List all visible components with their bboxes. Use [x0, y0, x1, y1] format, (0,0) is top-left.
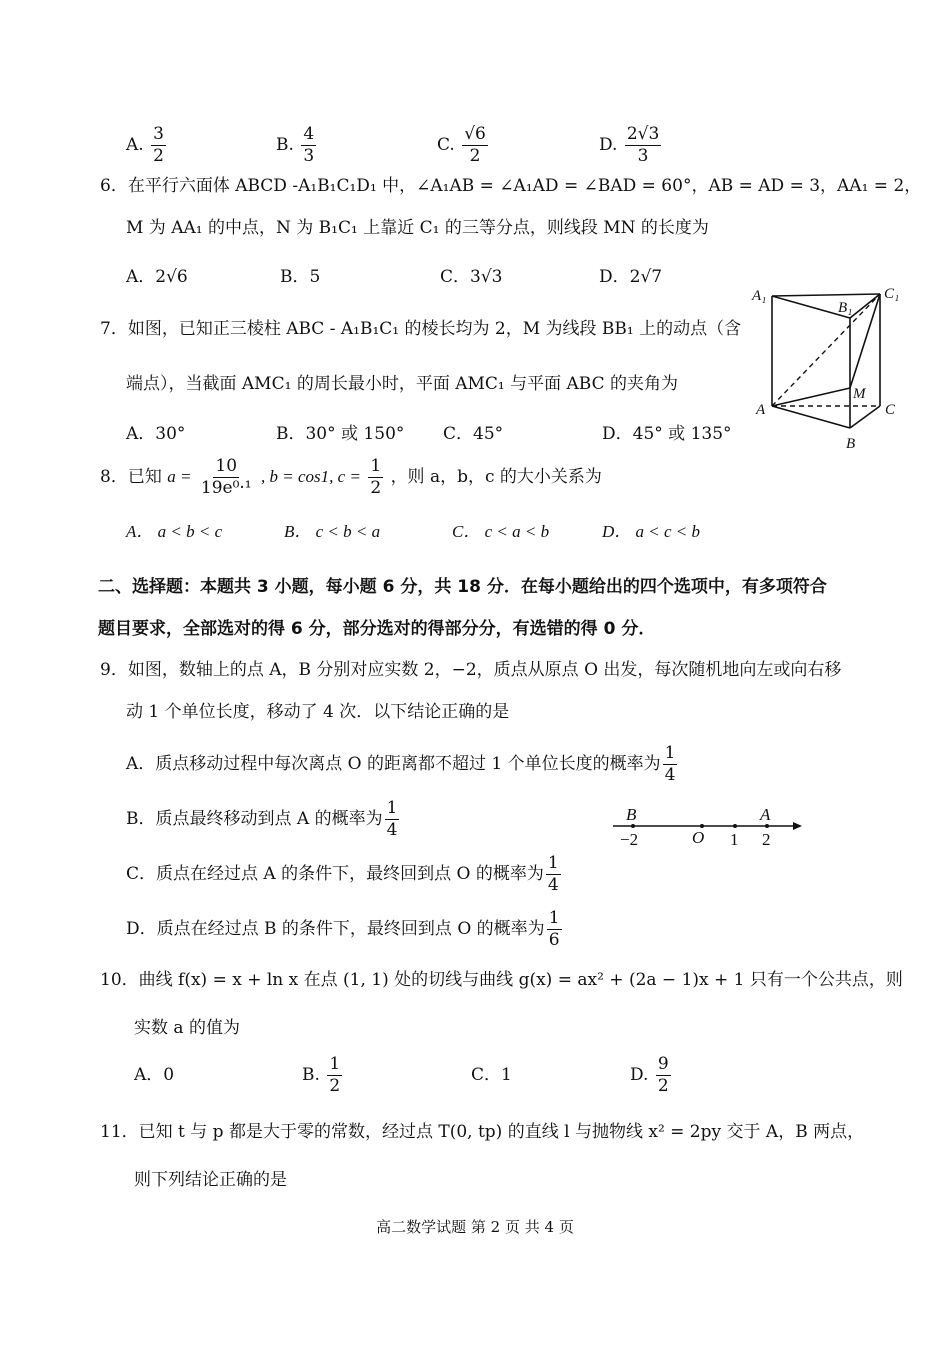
- q5-c-numerator: √6: [464, 124, 486, 144]
- edge-a1-c1: [772, 294, 880, 296]
- q8-option-d: D． a < c < b: [602, 522, 701, 541]
- q9-line1: 9．如图，数轴上的点 A，B 分别对应实数 2，−2，质点从原点 O 出发，每次随机地向左或向右移: [100, 660, 842, 680]
- label-c1: C₁: [884, 286, 900, 302]
- q8-a-denominator: 19e⁰·¹: [200, 478, 252, 498]
- q8-option-c: C． c < a < b: [452, 522, 550, 541]
- q5-a-denominator: 2: [153, 146, 164, 166]
- q9-option-d: D．质点在经过点 B 的条件下，最终回到点 O 的概率为 $\frac{1}{6}$: [126, 908, 560, 950]
- prism-figure: [750, 282, 910, 452]
- q10-line2: 实数 a 的值为: [134, 1018, 240, 1038]
- q7-option-c: C．45°: [443, 424, 504, 444]
- label-point-b: B: [626, 805, 637, 824]
- q7-line1: 7．如图，已知正三棱柱 ABC - A₁B₁C₁ 的棱长均为 2，M 为线段 BB₁ 上的动点（含: [100, 319, 742, 339]
- q9-option-a: A．质点移动过程中每次离点 O 的距离都不超过 1 个单位长度的概率为 $\frac{1}{4}$: [126, 743, 676, 785]
- label-c: C: [885, 402, 896, 418]
- q10-option-d: D. $\frac{9}{2}$: [630, 1054, 669, 1096]
- point-1: [733, 824, 737, 828]
- section-m-c1: [850, 294, 880, 388]
- number-line-figure: [605, 800, 810, 855]
- q7-option-a: A．30°: [126, 424, 186, 444]
- q10-option-b: B. $\frac{1}{2}$: [302, 1054, 341, 1096]
- q5-d-numerator: 2√3: [626, 124, 660, 144]
- axis-arrow-icon: [793, 822, 802, 830]
- label-point-a: A: [760, 805, 771, 824]
- q8-c-denominator: 2: [370, 478, 382, 498]
- label-a1: A₁: [752, 288, 767, 304]
- q8-stem: 8．已知 a = $\frac{10}{\text{19e⁰·¹}}$ , b = cos1, c = $\frac{1}{2}$ ，则 a，b，c 的大小关系为: [100, 456, 602, 498]
- section-a-m: [772, 388, 850, 406]
- point-b: [631, 824, 635, 828]
- tick-2: 2: [762, 830, 771, 849]
- q9-line2: 动 1 个单位长度，移动了 4 次．以下结论正确的是: [126, 702, 510, 722]
- label-a: A: [756, 402, 766, 418]
- q8-option-a: A． a < b < c: [126, 522, 223, 541]
- q5-d-denominator: 3: [637, 146, 649, 166]
- q7-line2: 端点），当截面 AMC₁ 的周长最小时，平面 AMC₁ 与平面 ABC 的夹角为: [126, 374, 679, 394]
- q8-a-numerator: 10: [215, 456, 238, 476]
- q6-line1: 6．在平行六面体 ABCD -A₁B₁C₁D₁ 中，∠A₁AB = ∠A₁AD = ∠BAD = 60°，AB = AD = 3，AA₁ = 2，: [100, 176, 922, 196]
- q5-a-numerator: 3: [153, 124, 164, 144]
- q6-option-a: A．2√6: [126, 267, 188, 287]
- edge-b-c: [850, 406, 880, 428]
- label-m: M: [853, 386, 866, 402]
- section2-heading-line1: 二、选择题：本题共 3 小题，每小题 6 分，共 18 分．在每小题给出的四个选项中，有多项符合: [98, 577, 827, 597]
- q5-option-d: D. $\frac{2√3}{3}$: [599, 124, 660, 166]
- q5-b-denominator: 3: [303, 146, 315, 166]
- q5-b-numerator: 4: [303, 124, 315, 144]
- q9-option-b: B．质点最终移动到点 A 的概率为 $\frac{1}{4}$: [126, 798, 398, 840]
- q6-option-b: B．5: [280, 267, 321, 287]
- q9-option-c: C．质点在经过点 A 的条件下，最终回到点 O 的概率为 $\frac{1}{4}$: [126, 853, 559, 895]
- q8-c-numerator: 1: [370, 456, 382, 476]
- label-b: B: [846, 436, 856, 452]
- q6-line2: M 为 AA₁ 的中点，N 为 B₁C₁ 上靠近 C₁ 的三等分点，则线段 MN 的长度为: [126, 218, 709, 238]
- q5-option-c: C. $\frac{√6}{2}$: [437, 124, 486, 166]
- q5-option-a: A. $\frac{3}{2}$: [126, 124, 164, 166]
- q8-option-b: B． c < b < a: [284, 522, 381, 541]
- q6-option-d: D．2√7: [599, 267, 663, 287]
- tick-1: 1: [730, 830, 739, 849]
- q10-line1: 10．曲线 f(x) = x + ln x 在点 (1, 1) 处的切线与曲线 g(x) = ax² + (2a − 1)x + 1 只有一个公共点，则: [100, 970, 903, 990]
- point-a: [765, 824, 769, 828]
- page-footer: 高二数学试题 第 2 页 共 4 页: [376, 1218, 574, 1236]
- q11-line1: 11．已知 t 与 p 都是大于零的常数，经过点 T(0, tp) 的直线 l 与抛物线 x² = 2py 交于 A，B 两点，: [100, 1122, 865, 1142]
- section2-heading-line2: 题目要求，全部选对的得 6 分，部分选对的得部分分，有选错的得 0 分．: [98, 619, 656, 639]
- tick-o: O: [692, 828, 705, 847]
- q11-line2: 则下列结论正确的是: [134, 1170, 287, 1190]
- q7-option-d: D．45° 或 135°: [602, 424, 732, 444]
- q10-option-c: C．1: [471, 1065, 512, 1085]
- q6-option-c: C．3√3: [440, 267, 503, 287]
- q5-c-denominator: 2: [469, 146, 481, 166]
- edge-a-b: [772, 406, 850, 428]
- q7-option-b: B．30° 或 150°: [276, 424, 405, 444]
- q5-option-b: B. $\frac{4}{3}$: [276, 124, 315, 166]
- label-b1: B₁: [838, 300, 853, 316]
- q10-option-a: A．0: [134, 1065, 175, 1085]
- tick-minus2: −2: [620, 830, 639, 849]
